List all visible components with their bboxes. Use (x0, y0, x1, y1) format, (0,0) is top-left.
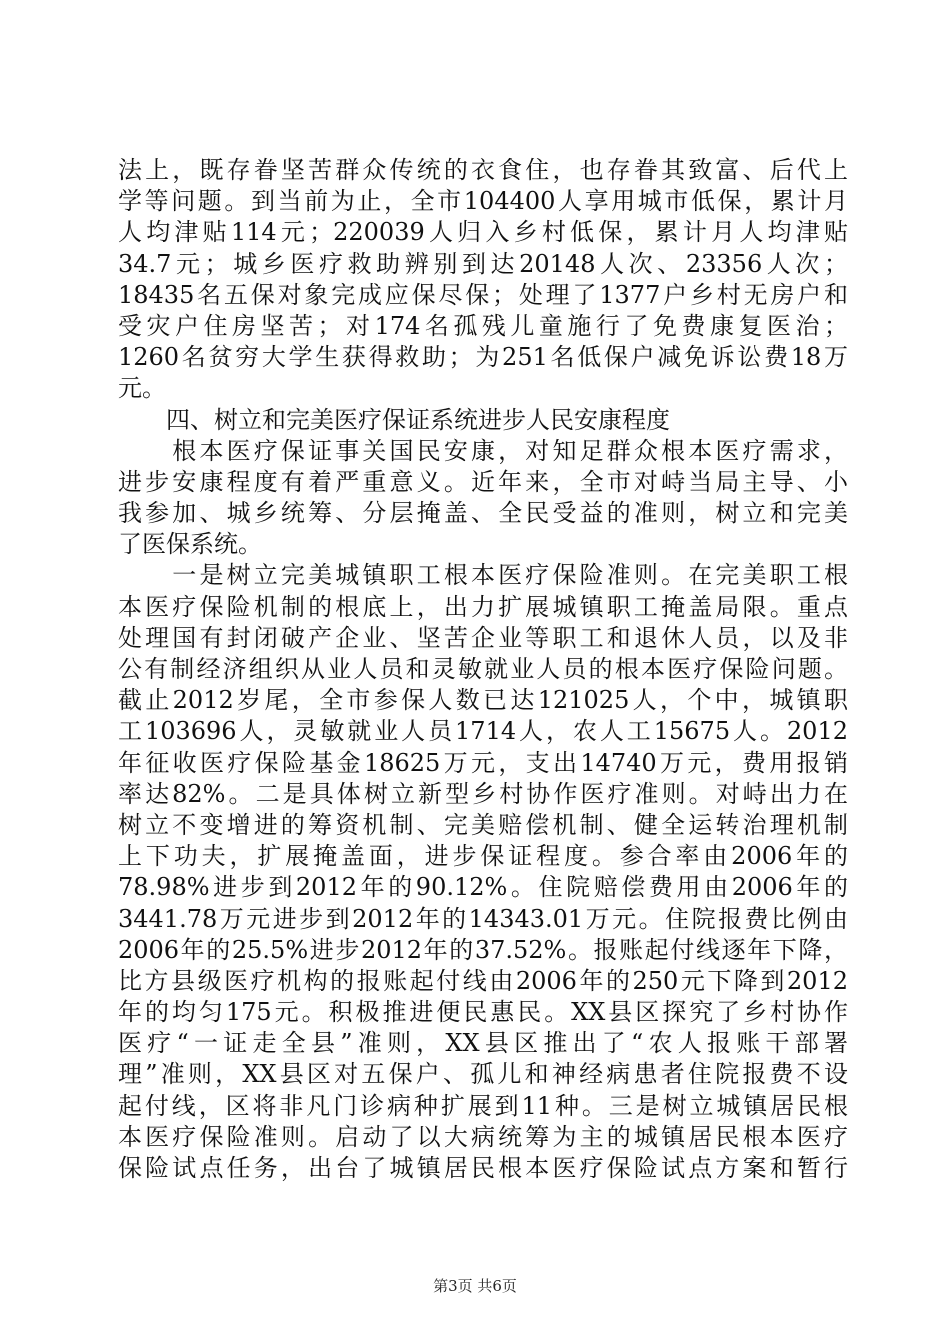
document-body (118, 155, 848, 1184)
text-line: 一是树立完美城镇职工根本医疗保险准则。在完美职工根 (118, 561, 848, 590)
text-line: 工103696人，灵敏就业人员1714人，农人工15675人。2012 (118, 717, 848, 746)
page-footer: 第3页 共6页 (433, 1277, 517, 1295)
text-line: 了医保系统。 (118, 530, 262, 559)
text-line: 34.7元；城乡医疗救助辨别到达20148人次、23356人次； (118, 249, 848, 278)
text-line: 公有制经济组织从业人员和灵敏就业人员的根本医疗保险问题。 (118, 655, 848, 683)
text-line: 2006年的25.5%进步2012年的37.52%。报账起付线逐年下降， (118, 935, 848, 964)
text-line: 学等问题。到当前为止，全市104400人享用城市低保，累计月 (118, 187, 848, 216)
text-line: 人均津贴114元；220039人归入乡村低保，累计月人均津贴 (118, 218, 848, 247)
text-line: 1260名贫穷大学生获得救助；为251名低保户减免诉讼费18万 (118, 343, 848, 372)
text-line: 我参加、城乡统筹、分层掩盖、全民受益的准则，树立和完美 (118, 499, 848, 528)
text-line: 进步安康程度有着严重意义。近年来，全市对峙当局主导、小 (118, 467, 848, 496)
text-line: 理”准则，XX县区对五保户、孤儿和神经病患者住院报费不设 (118, 1060, 848, 1089)
text-line: 本医疗保险机制的根底上，出力扩展城镇职工掩盖局限。重点 (118, 592, 848, 621)
text-line: 起付线，区将非凡门诊病种扩展到11种。三是树立城镇居民根 (118, 1091, 848, 1120)
text-line: 树立不变增进的筹资机制、完美赔偿机制、健全运转治理机制 (118, 810, 848, 839)
text-line: 18435名五保对象完成应保尽保；处理了1377户乡村无房户和 (118, 280, 848, 309)
text-line: 3441.78万元进步到2012年的14343.01万元。住院报费比例由 (118, 904, 848, 933)
text-line: 法上，既存眷坚苦群众传统的衣食住，也存眷其致富、后代上 (118, 156, 848, 184)
text-line: 年征收医疗保险基金18625万元，支出14740万元，费用报销 (118, 748, 848, 777)
section-heading: 四、树立和完美医疗保证系统进步人民安康程度 (118, 405, 670, 434)
text-line: 比方县级医疗机构的报账起付线由2006年的250元下降到2012 (118, 966, 848, 995)
text-line: 上下功夫，扩展掩盖面，进步保证程度。参合率由2006年的 (118, 842, 848, 871)
text-line: 年的均匀175元。积极推进便民惠民。XX县区探究了乡村协作 (118, 998, 848, 1027)
text-line: 元。 (118, 374, 166, 403)
text-line: 本医疗保险准则。启动了以大病统筹为主的城镇居民根本医疗 (118, 1122, 848, 1151)
text-line: 率达82%。二是具体树立新型乡村协作医疗准则。对峙出力在 (118, 779, 848, 808)
text-line: 受灾户住房坚苦；对174名孤残儿童施行了免费康复医治； (118, 311, 848, 340)
text-line: 根本医疗保证事关国民安康，对知足群众根本医疗需求， (118, 436, 848, 465)
text-line: 医疗“一证走全县”准则，XX县区推出了“农人报账干部署 (118, 1029, 848, 1058)
text-line: 78.98%进步到2012年的90.12%。住院赔偿费用由2006年的 (118, 873, 848, 902)
text-line: 截止2012岁尾，全市参保人数已达121025人，个中，城镇职 (118, 686, 848, 715)
text-line: 保险试点任务，出台了城镇居民根本医疗保险试点方案和暂行 (118, 1154, 848, 1182)
text-line: 处理国有封闭破产企业、坚苦企业等职工和退休人员，以及非 (118, 623, 848, 652)
